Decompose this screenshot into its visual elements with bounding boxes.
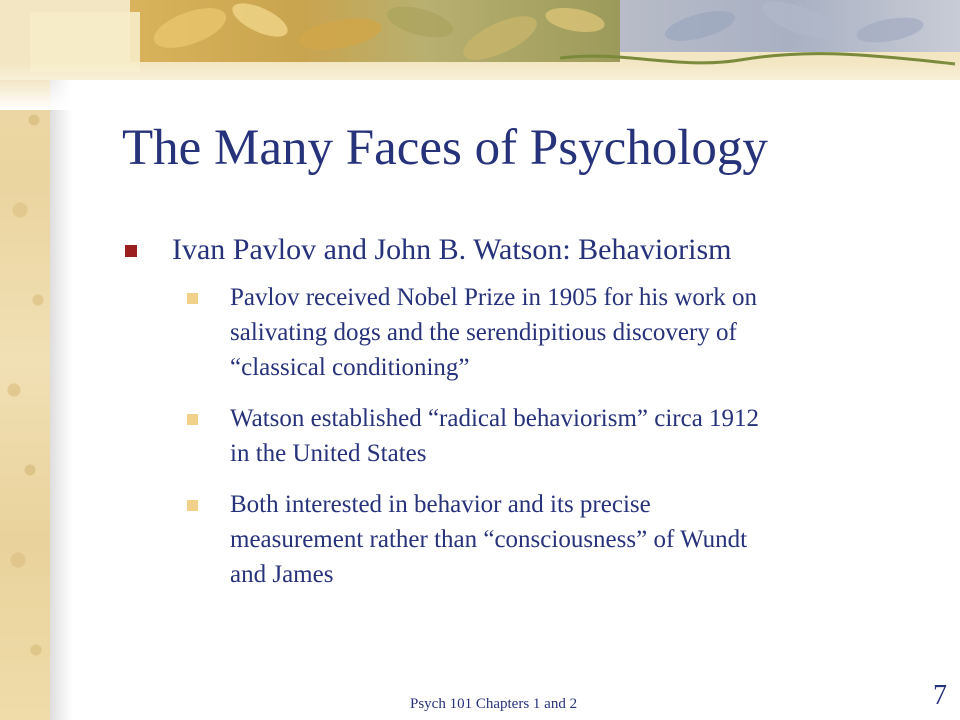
sub-bullet-watson <box>125 401 930 471</box>
sub-bullet-both <box>125 487 930 592</box>
slide-footer: Psych 101 Chapters 1 and 2 <box>410 696 578 712</box>
banner-graphic <box>0 0 960 110</box>
top-decorative-banner <box>0 0 960 110</box>
square-bullet-icon <box>125 245 137 257</box>
sub-bullet-list <box>125 280 925 592</box>
sub-bullet-line: Watson established “radical behaviorism” circa 1912 <box>230 405 760 432</box>
sub-bullet-line: Pavlov received Nobel Prize in 1905 for his work on <box>230 284 757 311</box>
slide-title: The Many Faces of Psychology <box>122 120 768 176</box>
square-bullet-icon <box>187 414 198 425</box>
square-bullet-icon <box>187 500 198 511</box>
square-bullet-icon <box>187 293 198 304</box>
sub-bullet-line: Both interested in behavior and its precise <box>230 491 651 518</box>
page-number: 7 <box>933 680 947 711</box>
sub-bullet-line: and James <box>230 561 334 588</box>
bullet-text: Ivan Pavlov and John B. Watson: Behaviorism <box>172 233 732 266</box>
slide-content <box>125 228 925 592</box>
bullet-behaviorism <box>125 228 925 272</box>
sub-bullet-line: in the United States <box>230 440 427 467</box>
sub-bullet-line: “classical conditioning” <box>230 354 470 381</box>
sub-bullet-line: salivating dogs and the serendipitious discovery of <box>230 319 737 346</box>
sub-bullet-line: measurement rather than “consciousness” of Wundt <box>230 526 748 553</box>
sub-bullet-pavlov <box>125 280 930 385</box>
